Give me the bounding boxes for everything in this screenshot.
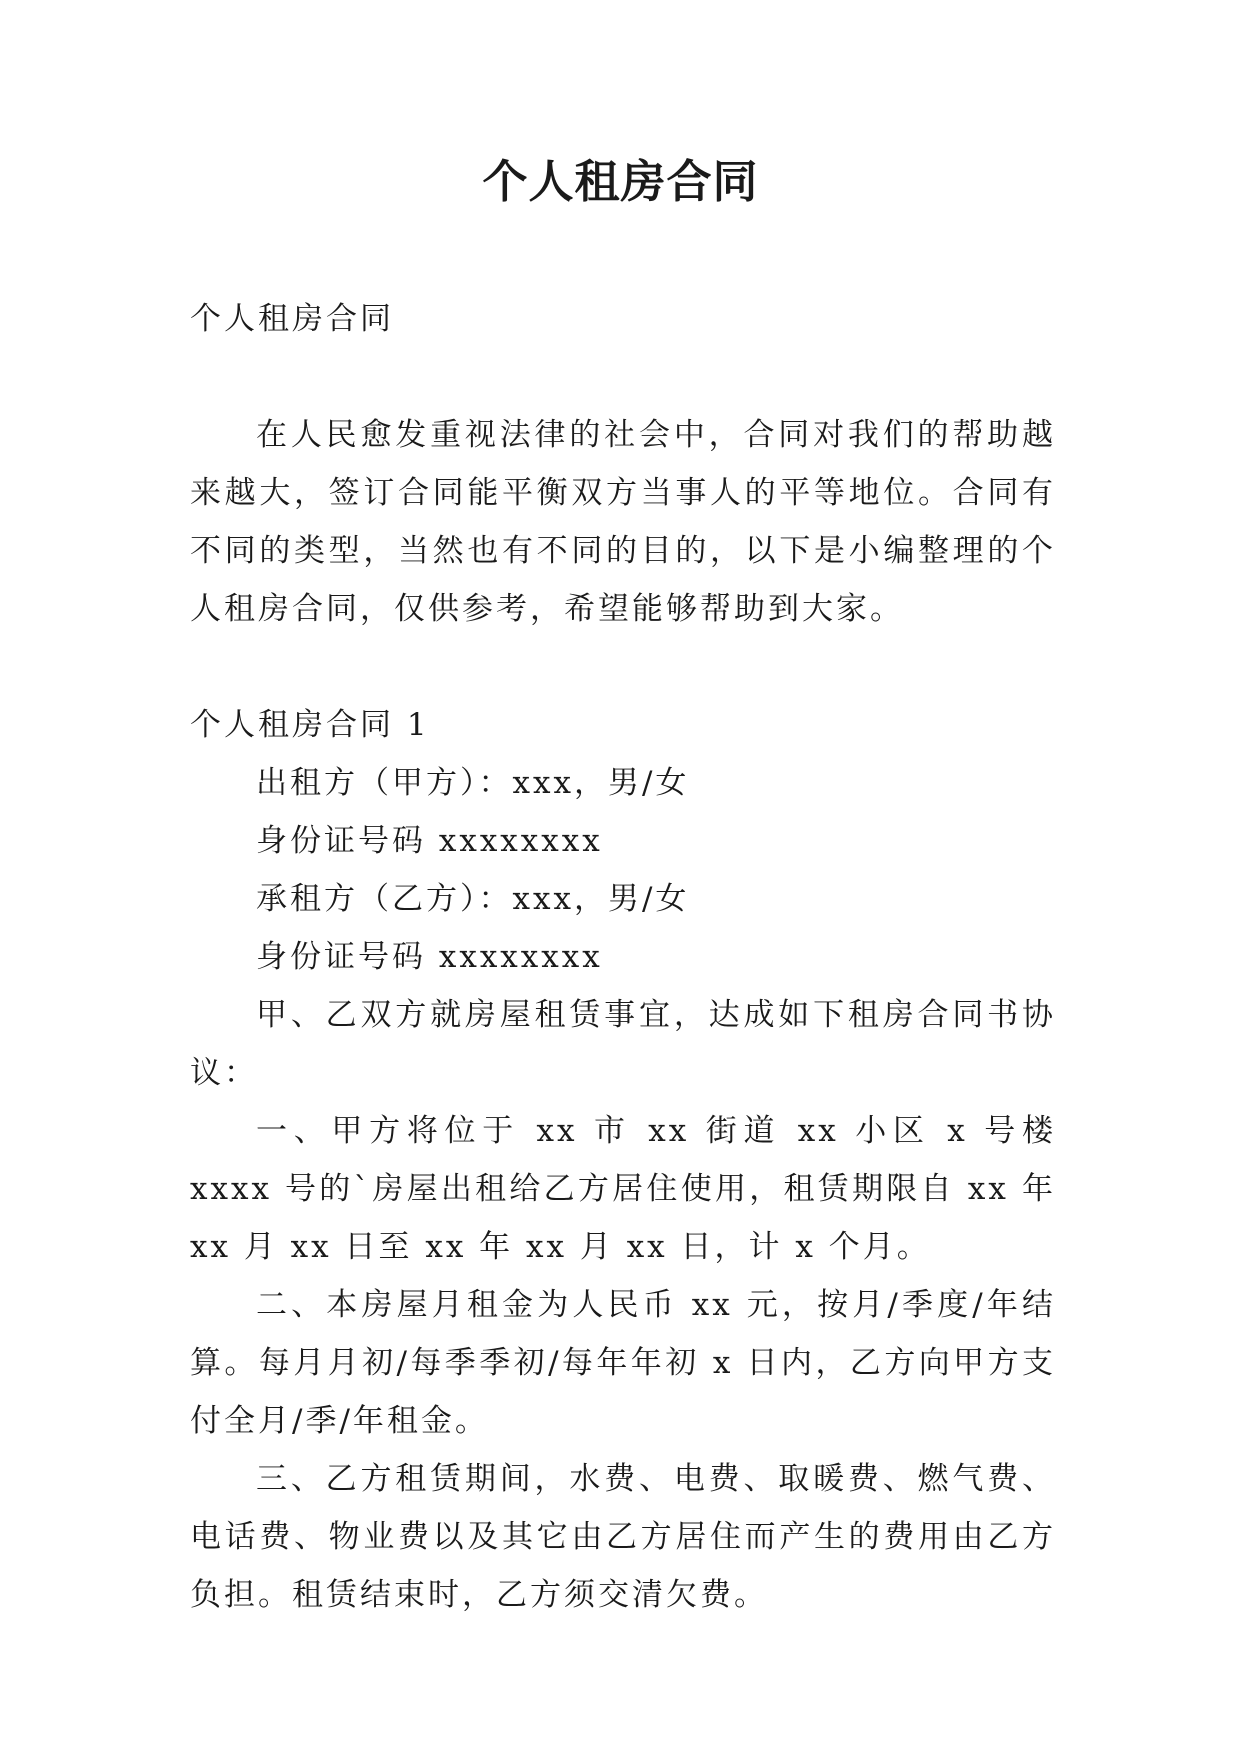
section-heading: 个人租房合同 1 xyxy=(190,707,430,743)
lessor-id-line: 身份证号码 xxxxxxxx xyxy=(256,823,603,859)
lessee-id-line: 身份证号码 xxxxxxxx xyxy=(256,939,603,975)
agreement-intro: 甲、乙双方就房屋租赁事宜，达成如下租房合同书协议： xyxy=(190,997,1056,1091)
clause-1: 一、甲方将位于 xx 市 xx 街道 xx 小区 x 号楼 xxxx 号的`房屋出租给乙方居住使用，租赁期限自 xx 年 xx 月 xx 日至 xx 年 xx 月 xx 日，计 x 个月。 xyxy=(190,1113,1056,1265)
document-title: 个人租房合同 xyxy=(482,155,759,208)
document-subtitle: 个人租房合同 xyxy=(190,301,394,337)
intro-paragraph: 在人民愈发重视法律的社会中，合同对我们的帮助越来越大，签订合同能平衡双方当事人的平等地位。合同有不同的类型，当然也有不同的目的，以下是小编整理的个人租房合同，仅供参考，希望能够帮助到大家。 xyxy=(190,417,1056,627)
lessee-line: 承租方（乙方）：xxx，男/女 xyxy=(256,881,690,917)
document-body xyxy=(190,290,1056,1624)
lessor-line: 出租方（甲方）：xxx，男/女 xyxy=(256,765,690,801)
clause-3: 三、乙方租赁期间，水费、电费、取暖费、燃气费、电话费、物业费以及其它由乙方居住而产生的费用由乙方负担。租赁结束时，乙方须交清欠费。 xyxy=(190,1461,1056,1613)
clause-2: 二、本房屋月租金为人民币 xx 元，按月/季度/年结算。每月月初/每季季初/每年年初 x 日内，乙方向甲方支付全月/季/年租金。 xyxy=(190,1287,1056,1439)
